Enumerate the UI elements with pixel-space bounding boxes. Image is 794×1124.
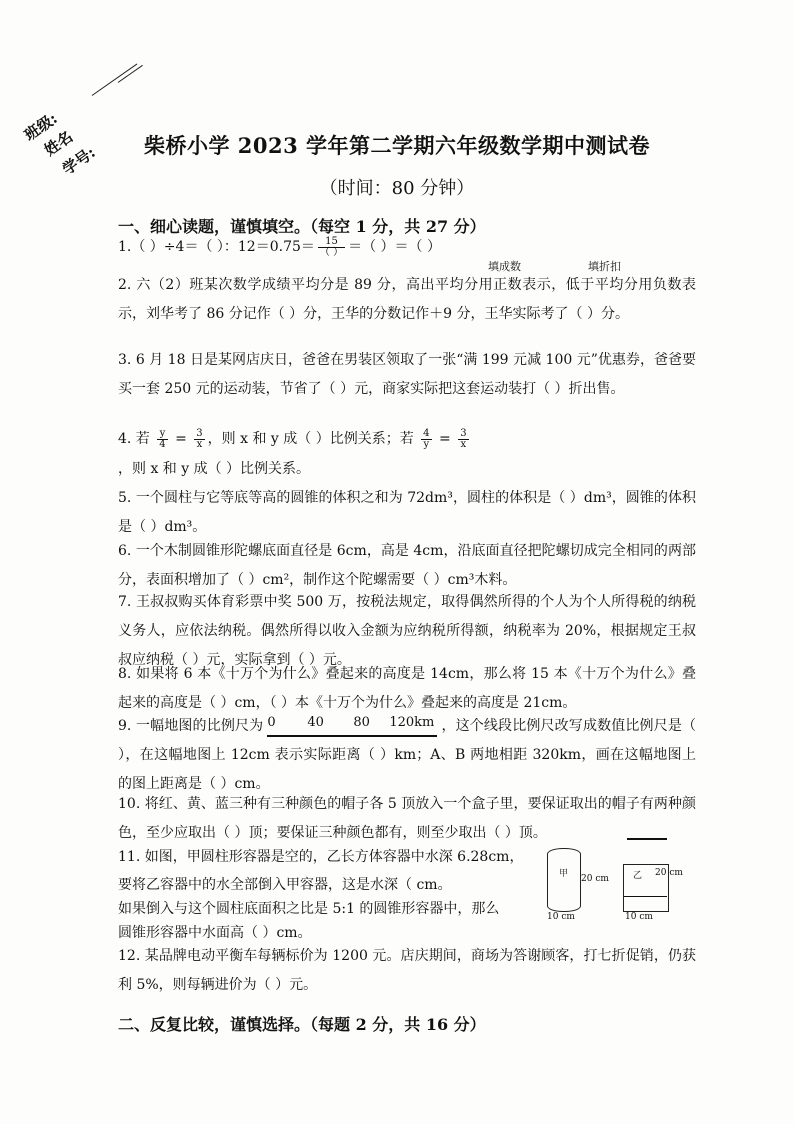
name-label: 姓名 [41,127,77,160]
question-7: 7. 王叔叔购买体育彩票中奖 500 万，按税法规定，取得偶然所得的个人为个人所得税的纳税义务人，应依法纳税。偶然所得以收入金额为应纳税所得额，纳税率为 20%，根据规定王叔叔应纳税（ ）元，实际拿到（ ）元。 [118,594,696,668]
q4-text-1: 4. 若 [118,431,155,447]
scale-tick-120: 120km [389,715,435,730]
q9-text-2: ，这个线段比例尺改写成数值比例尺是（ ），在这幅地图上 12cm 表示实际距离（ ）km；A、B 两地相距 320km，画在这幅地图上的图上距离是（ ）cm。 [118,718,697,792]
box-water-level [624,896,667,897]
question-12: 12. 某品牌电动平衡车每辆标价为 1200 元。店庆期间，商场为答谢顾客，打七折促销，仍获利 5%，则每辆进价为（ ）元。 [118,948,696,993]
fig-height-jia: 20 cm [581,874,609,884]
fig-height-yi: 20 cm [655,868,683,878]
q9-text-1: 9. 一幅地图的比例尺为 [118,718,264,734]
question-10: 10. 将红、黄、蓝三种有三种颜色的帽子各 5 顶放入一个盒子里，要保证取出的帽子有两种颜色，至少应取出（ ）顶；要保证三种颜色都有，则至少取出（ ）顶。 [118,796,696,841]
q4-frac-1-num: y [157,429,167,440]
q4-frac-3 [421,429,431,450]
question-3: 3. 6 月 18 日是某网店庆日，爸爸在男装区领取了一张“满 199 元减 100 元”优惠券，爸爸要买一套 250 元的运动装，节省了（ ）元，商家实际把这套运动装打（ ）折出售。 [118,352,696,397]
q1-frac-num: 15 [318,237,345,248]
question-11-line-3: 如果倒入与这个圆柱底面积之比是 5:1 的圆锥形容器中，那么 [118,901,500,917]
question-9 [118,712,696,799]
scale-tick-40: 40 [307,715,324,730]
q4-frac-2-den: x [196,438,203,450]
scale-tick-0: 0 [267,715,276,730]
q4-text-3: ，则 x 和 y 成（ ）比例关系。 [118,461,311,477]
question-2: 2. 六（2）班某次数学成绩平均分是 89 分，高出平均分用正数表示，低于平均分用负数表示，刘华考了 86 分记作（ ）分，王华的分数记作＋9 分，王华实际考了（ ）分。 [118,277,696,322]
q4-frac-2-num: 3 [196,427,203,439]
question-4 [118,428,472,450]
q1-fraction [318,237,345,258]
question-1 [118,236,441,258]
question-11-line-1: 11. 如图，甲圆柱形容器是空的，乙长方体容器中水深 6.28cm， [118,849,524,865]
section-1-heading: 一、细心读题，谨慎填空。（每空 1 分，共 27 分） [118,217,486,236]
question-4-cont [118,458,696,478]
q4-frac-2 [194,429,204,450]
map-scale-bar [267,715,437,737]
q1-text-a: 1.（ ）÷4＝（ ）：12＝0.75＝ [118,239,315,255]
q4-frac-3-den: y [423,438,430,450]
q4-frac-1 [157,429,167,450]
scale-tick-80: 80 [353,715,370,730]
q4-frac-3-num: 4 [423,427,430,439]
page-title: 柴桥小学 2023 学年第二学期六年级数学期中测试卷 [143,133,651,158]
q4-frac-1-den: 4 [159,438,166,450]
fig-width-jia: 10 cm [547,912,575,922]
q4-frac-4-num: 3 [460,427,467,439]
scratch-line [92,64,138,96]
q1-frac-den: （ ） [319,246,344,258]
section-2-heading: 二、反复比较，谨慎选择。（每题 2 分，共 16 分） [118,1015,486,1034]
question-11-line-2: 要将乙容器中的水全部倒入甲容器，这是水深（ cm。 [118,877,452,893]
q4-frac-4-den: x [460,438,467,450]
fig-width-yi: 10 cm [625,912,653,922]
fig-label-yi: 乙 [633,871,643,881]
class-label: 班级: [21,109,61,145]
q4-equals-2: = [434,431,456,447]
student-id-label: 学号: [59,143,99,179]
q1-note-discount: 填折扣 [588,260,621,273]
q4-frac-4 [458,429,468,450]
question-11-line-4: 圆锥形容器中水面高（ ）cm。 [118,925,312,941]
q1-note-percent: 填成数 [488,260,521,273]
cylinder-jia [547,848,581,912]
q11-figure [545,838,695,922]
question-6: 6. 一个木制圆锥形陀螺底面直径是 6cm，高是 4cm，沿底面直径把陀螺切成完全相同的两部分，表面积增加了（ ）cm²，制作这个陀螺需要（ ）cm³木料。 [118,543,696,588]
q4-equals-1: = [170,431,192,447]
q1-text-b: ＝（ ）＝（ ） [348,239,441,255]
question-8: 8. 如果将 6 本《十万个为什么》叠起来的高度是 14cm，那么将 15 本《十万个为什么》叠起来的高度是（ ）cm，（ ）本《十万个为什么》叠起来的高度是 21cm。 [118,666,696,711]
page-subtitle: （时间：80 分钟） [319,178,475,199]
question-5: 5. 一个圆柱与它等底等高的圆锥的体积之和为 72dm³，圆柱的体积是（ ）dm³，圆锥的体积是（ ）dm³。 [118,490,696,535]
box-top-line [627,838,667,840]
q4-text-2: ，则 x 和 y 成（ ）比例关系；若 [207,431,419,447]
fig-label-jia: 甲 [559,869,569,879]
